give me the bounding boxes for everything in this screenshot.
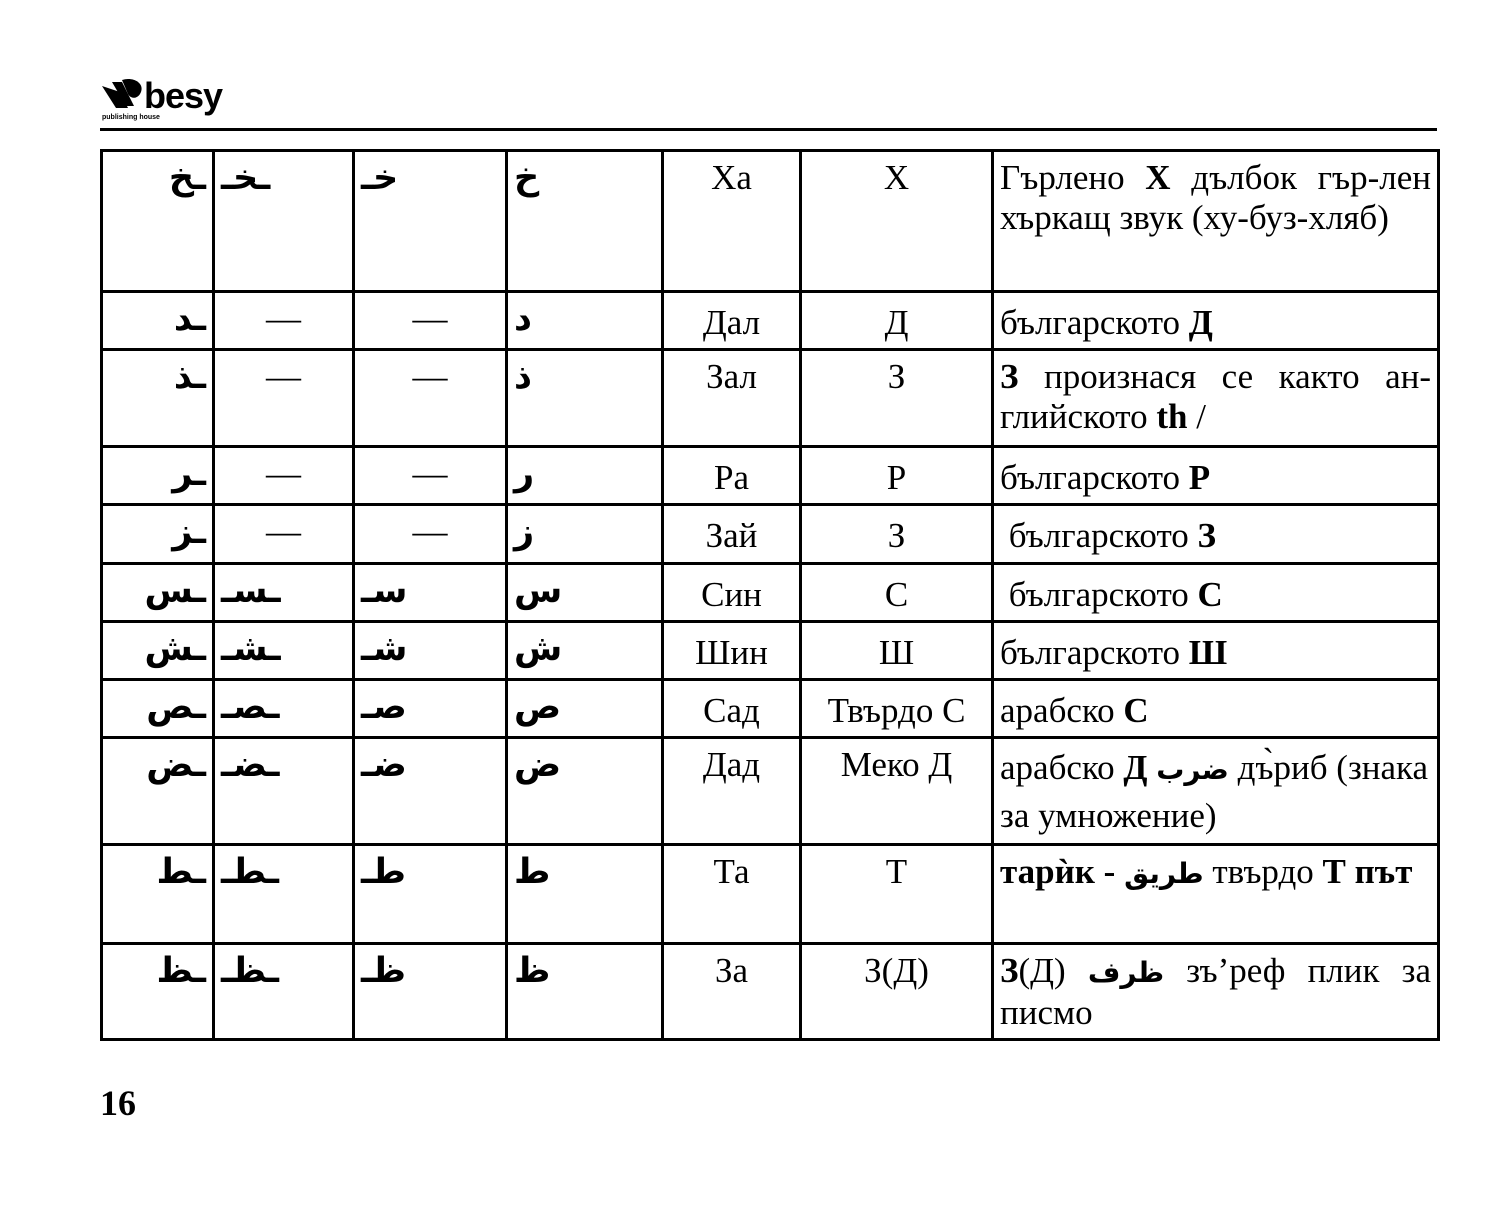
letter-translit: Ш: [801, 622, 993, 680]
form-medial: —: [214, 447, 354, 505]
form-isolated: س: [507, 564, 663, 622]
form-medial: ـطـ: [214, 845, 354, 944]
letter-description: [993, 738, 1439, 845]
desc-text: българското: [1000, 303, 1189, 342]
desc-bold: Т: [1322, 852, 1346, 891]
table-row: [102, 350, 1439, 447]
table-row: [102, 738, 1439, 845]
letter-translit: Д: [801, 292, 993, 350]
letter-description: [993, 151, 1439, 292]
desc-text: българското: [1000, 633, 1189, 672]
form-final: ـد: [102, 292, 214, 350]
letter-name: Зай: [663, 505, 801, 564]
desc-text: арабско: [1000, 691, 1124, 730]
form-final: ـظ: [102, 944, 214, 1040]
desc-bold: Д: [1123, 748, 1148, 787]
desc-bold: З: [1000, 357, 1019, 396]
form-final: ـز: [102, 505, 214, 564]
letter-name: Ха: [663, 151, 801, 292]
desc-text: българското: [1000, 516, 1198, 555]
desc-bold: th: [1156, 397, 1188, 436]
form-isolated: خ: [507, 151, 663, 292]
letter-description: [993, 622, 1439, 680]
table-row: [102, 564, 1439, 622]
desc-text: българското: [1000, 575, 1198, 614]
form-final: ـر: [102, 447, 214, 505]
desc-text: произнася се както ан-глийското: [1000, 357, 1431, 436]
desc-text: твърдо: [1203, 852, 1323, 891]
table-row: [102, 505, 1439, 564]
form-initial: شـ: [354, 622, 507, 680]
form-final: ـط: [102, 845, 214, 944]
form-medial: ـشـ: [214, 622, 354, 680]
letter-translit: З: [801, 505, 993, 564]
desc-bold: път: [1354, 852, 1413, 891]
desc-text: дълбок гър-лен хъркащ звук (ху-буз-хляб): [1000, 158, 1431, 237]
form-medial: —: [214, 505, 354, 564]
letter-description: [993, 505, 1439, 564]
form-initial: ظـ: [354, 944, 507, 1040]
form-initial: صـ: [354, 680, 507, 738]
letter-description: [993, 447, 1439, 505]
table-row: [102, 845, 1439, 944]
publisher-logo: [100, 74, 223, 128]
letter-translit: З: [801, 350, 993, 447]
logo-brand: besy: [144, 75, 223, 116]
letter-name: Дад: [663, 738, 801, 845]
form-final: ـض: [102, 738, 214, 845]
desc-bold: Д: [1188, 303, 1213, 342]
desc-bold: Х: [1145, 158, 1171, 197]
desc-text: (Д): [1018, 951, 1088, 990]
form-final: ـخ: [102, 151, 214, 292]
letter-translit: Меко Д: [801, 738, 993, 845]
form-medial: ـصـ: [214, 680, 354, 738]
letter-translit: Р: [801, 447, 993, 505]
desc-bold: Ш: [1188, 633, 1228, 672]
form-final: ـس: [102, 564, 214, 622]
letter-translit: Т: [801, 845, 993, 944]
letter-translit: Твърдо С: [801, 680, 993, 738]
desc-text: българското: [1000, 458, 1189, 497]
form-final: ـص: [102, 680, 214, 738]
form-initial: طـ: [354, 845, 507, 944]
desc-arabic: ضرب: [1156, 753, 1229, 786]
table-row: [102, 622, 1439, 680]
letter-description: [993, 292, 1439, 350]
form-isolated: ظ: [507, 944, 663, 1040]
form-final: ـش: [102, 622, 214, 680]
form-isolated: ر: [507, 447, 663, 505]
logo-tagline: publishing house: [102, 114, 160, 121]
form-initial: —: [354, 505, 507, 564]
desc-arabic: طريق: [1124, 857, 1204, 890]
form-isolated: ش: [507, 622, 663, 680]
alphabet-table-body: [102, 151, 1439, 1040]
form-medial: ـضـ: [214, 738, 354, 845]
form-initial: —: [354, 292, 507, 350]
desc-bold: тарѝк -: [1000, 852, 1116, 891]
letter-name: Сад: [663, 680, 801, 738]
desc-text: Гърлено: [1000, 158, 1146, 197]
desc-text: арабско: [1000, 748, 1124, 787]
table-row: [102, 944, 1439, 1040]
logo-mark-icon: [100, 78, 148, 114]
form-medial: ـخـ: [214, 151, 354, 292]
form-isolated: ط: [507, 845, 663, 944]
form-initial: ضـ: [354, 738, 507, 845]
letter-name: Та: [663, 845, 801, 944]
table-row: [102, 292, 1439, 350]
desc-text: зъ’реф плик за писмо: [1000, 951, 1432, 1032]
desc-bold: С: [1123, 691, 1149, 730]
form-medial: ـظـ: [214, 944, 354, 1040]
form-final: ـذ: [102, 350, 214, 447]
desc-text: /: [1187, 397, 1206, 436]
table-row: [102, 447, 1439, 505]
letter-name: Дал: [663, 292, 801, 350]
letter-description: [993, 350, 1439, 447]
letter-name: Син: [663, 564, 801, 622]
letter-name: За: [663, 944, 801, 1040]
form-isolated: ز: [507, 505, 663, 564]
form-medial: ـسـ: [214, 564, 354, 622]
form-isolated: د: [507, 292, 663, 350]
desc-text: дъ̀риб (знака за умножение): [1000, 748, 1429, 835]
form-initial: سـ: [354, 564, 507, 622]
letter-description: [993, 564, 1439, 622]
letter-name: Ра: [663, 447, 801, 505]
form-initial: خـ: [354, 151, 507, 292]
header-rule: [100, 128, 1437, 131]
letter-name: Зал: [663, 350, 801, 447]
letter-translit: З(Д): [801, 944, 993, 1040]
table-row: [102, 151, 1439, 292]
form-initial: —: [354, 447, 507, 505]
desc-arabic: ظرف: [1087, 956, 1165, 989]
form-isolated: ض: [507, 738, 663, 845]
letter-translit: С: [801, 564, 993, 622]
letter-description: [993, 680, 1439, 738]
letter-description: [993, 845, 1439, 944]
table-row: [102, 680, 1439, 738]
form-isolated: ذ: [507, 350, 663, 447]
form-medial: —: [214, 350, 354, 447]
form-isolated: ص: [507, 680, 663, 738]
form-medial: —: [214, 292, 354, 350]
desc-bold: Р: [1188, 458, 1211, 497]
alphabet-table: [100, 149, 1440, 1041]
desc-bold: З: [1197, 516, 1217, 555]
page-number: 16: [100, 1083, 136, 1123]
form-initial: —: [354, 350, 507, 447]
letter-description: [993, 944, 1439, 1040]
letter-translit: Х: [801, 151, 993, 292]
desc-bold: З: [1000, 951, 1019, 990]
desc-bold: С: [1197, 575, 1223, 614]
letter-name: Шин: [663, 622, 801, 680]
